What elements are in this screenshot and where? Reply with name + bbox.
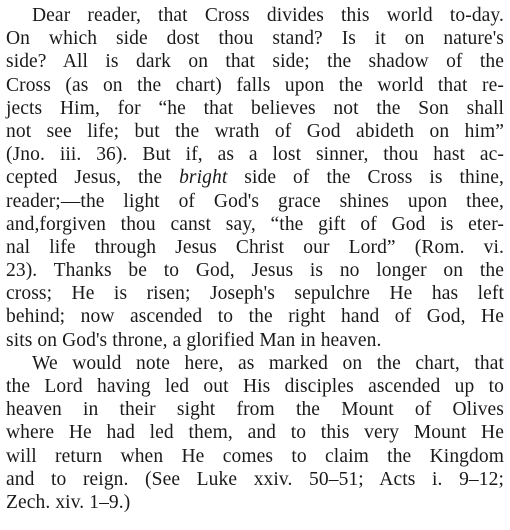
paragraph-1 bbox=[6, 4, 504, 352]
text-line: and to reign. (See Luke xxiv. 50–51; Acts i. 9–12; bbox=[6, 468, 504, 490]
text-line: not see life; but the wrath of God abideth on him” bbox=[6, 120, 504, 142]
text-line: heaven in their sight from the Mount of Olives bbox=[6, 399, 504, 421]
text-line: We would note here, as marked on the chart, that bbox=[32, 352, 504, 374]
text-line: reader;—the light of God's grace shines upon thee, bbox=[6, 190, 504, 212]
emphasis-bright: bright bbox=[179, 167, 228, 189]
text-line: will return when He comes to claim the Kingdom bbox=[6, 445, 504, 467]
text-line: cepted Jesus, the bright side of the Cross is thine, bbox=[6, 167, 504, 189]
text-line: nal life through Jesus Christ our Lord” (Rom. vi. bbox=[6, 236, 504, 258]
text-line: (Jno. iii. 36). But if, as a lost sinner, thou hast ac- bbox=[6, 144, 504, 166]
text-line: jects Him, for “he that believes not the Son shall bbox=[6, 97, 504, 119]
paragraph-2 bbox=[6, 352, 504, 514]
text-line: sits on God's throne, a glorified Man in heaven. bbox=[6, 329, 382, 351]
text-line: where He had led them, and to this very Mount He bbox=[6, 422, 504, 444]
text-line: 23). Thanks be to God, Jesus is no longer on the bbox=[6, 260, 504, 282]
text-line: behind; now ascended to the right hand of God, He bbox=[6, 306, 504, 328]
text-line: side? All is dark on that side; the shadow of the bbox=[6, 51, 504, 73]
text-line: Zech. xiv. 1–9.) bbox=[6, 491, 131, 513]
body-text bbox=[6, 4, 504, 514]
text-line: the Lord having led out His disciples ascended up to bbox=[6, 376, 504, 397]
text-line: Cross (as on the chart) falls upon the world that re- bbox=[6, 74, 504, 96]
text-line: On which side dost thou stand? Is it on nature's bbox=[6, 28, 504, 50]
text-line: cross; He is risen; Joseph's sepulchre He has left bbox=[6, 283, 504, 305]
text-line: and,forgiven thou canst say, “the gift of God is eter- bbox=[6, 213, 504, 235]
text-line: Dear reader, that Cross divides this world to-day. bbox=[32, 5, 504, 26]
